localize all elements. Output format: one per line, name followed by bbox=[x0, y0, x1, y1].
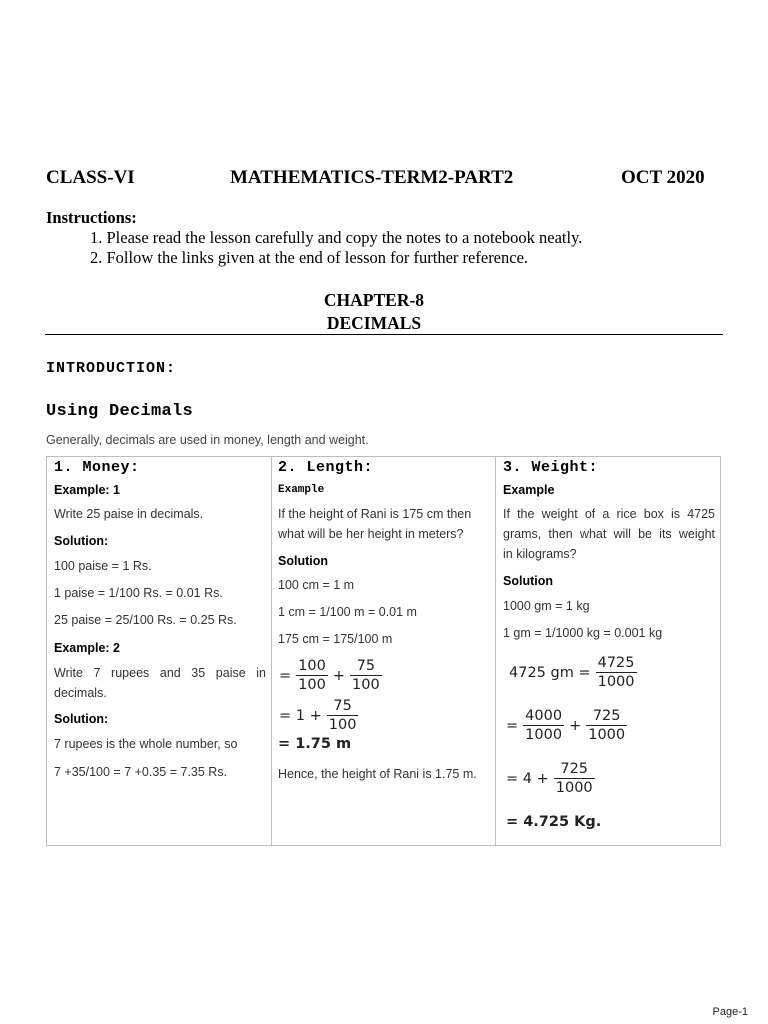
weight-column bbox=[496, 457, 720, 845]
money-line: 25 paise = 25/100 Rs. = 0.25 Rs. bbox=[54, 613, 237, 627]
money-line: 100 paise = 1 Rs. bbox=[54, 559, 152, 573]
money-solution2-line1: 7 rupees is the whole number, so bbox=[54, 737, 238, 751]
section-heading: Using Decimals bbox=[46, 402, 194, 421]
money-example1-label: Example: 1 bbox=[54, 483, 121, 497]
weight-math-row3: = 4 + $\frac{725}{1000}$ bbox=[506, 761, 593, 796]
weight-heading: 3. Weight: bbox=[503, 459, 599, 476]
money-example2-line2: decimals. bbox=[54, 686, 107, 700]
length-example-label: Example bbox=[278, 484, 325, 496]
chapter-number: CHAPTER-8 bbox=[323, 290, 425, 310]
instruction-item: 1. Please read the lesson carefully and copy the notes to a notebook neatly. bbox=[90, 228, 583, 247]
length-line: 100 cm = 1 m bbox=[278, 578, 355, 592]
weight-question-line3: in kilograms? bbox=[503, 547, 577, 561]
money-solution2-label: Solution: bbox=[54, 712, 109, 726]
length-heading: 2. Length: bbox=[278, 459, 374, 476]
weight-math-row1: 4725 gm = $\frac{4725}{1000}$ bbox=[509, 655, 635, 690]
length-math-row1: = $\frac{100}{100}$ + $\frac{75}{100}$ bbox=[279, 658, 380, 693]
weight-line: 1000 gm = 1 kg bbox=[503, 599, 590, 613]
weight-line: 1 gm = 1/1000 kg = 0.001 kg bbox=[503, 626, 663, 640]
weight-math-row4: = 4.725 Kg. bbox=[506, 814, 602, 830]
intro-heading: INTRODUCTION: bbox=[46, 360, 177, 377]
weight-question-line1: If the weight of a rice box is 4725 bbox=[503, 507, 715, 521]
length-line: 175 cm = 175/100 m bbox=[278, 632, 393, 646]
general-text: Generally, decimals are used in money, length and weight. bbox=[46, 433, 369, 447]
money-example2-line1: Write 7 rupees and 35 paise in bbox=[54, 666, 266, 680]
weight-math-row2: = $\frac{4000}{1000}$ + $\frac{725}{1000}$ bbox=[506, 708, 626, 743]
weight-question-line2: grams, then what will be its weight bbox=[503, 527, 715, 541]
length-math-row2: = 1 + $\frac{75}{100}$ bbox=[279, 698, 357, 733]
instructions-title: Instructions: bbox=[46, 208, 137, 227]
date-label: OCT 2020 bbox=[621, 167, 705, 188]
money-example2-label: Example: 2 bbox=[54, 641, 121, 655]
page-number: Page-1 bbox=[712, 1006, 748, 1018]
divider bbox=[45, 334, 723, 335]
subject-title: MATHEMATICS-TERM2-PART2 bbox=[230, 167, 514, 188]
class-label: CLASS-VI bbox=[46, 167, 135, 188]
decimals-table bbox=[46, 456, 721, 846]
money-column bbox=[47, 457, 272, 845]
length-column bbox=[272, 457, 496, 845]
money-solution2-line2: 7 +35/100 = 7 +0.35 = 7.35 Rs. bbox=[54, 765, 228, 779]
chapter-title: DECIMALS bbox=[326, 313, 422, 333]
length-conclusion: Hence, the height of Rani is 1.75 m. bbox=[278, 767, 477, 781]
money-example1-text: Write 25 paise in decimals. bbox=[54, 507, 204, 521]
money-line: 1 paise = 1/100 Rs. = 0.01 Rs. bbox=[54, 586, 223, 600]
length-question-line1: If the height of Rani is 175 cm then bbox=[278, 507, 472, 521]
instruction-item: 2. Follow the links given at the end of lesson for further reference. bbox=[90, 248, 529, 267]
length-solution-label: Solution bbox=[278, 554, 328, 568]
length-math-row3: = 1.75 m bbox=[278, 736, 352, 752]
money-heading: 1. Money: bbox=[54, 459, 140, 476]
weight-solution-label: Solution bbox=[503, 574, 553, 588]
money-solution-label: Solution: bbox=[54, 534, 109, 548]
length-question-line2: what will be her height in meters? bbox=[278, 527, 464, 541]
length-line: 1 cm = 1/100 m = 0.01 m bbox=[278, 605, 417, 619]
weight-example-label: Example bbox=[503, 483, 555, 497]
